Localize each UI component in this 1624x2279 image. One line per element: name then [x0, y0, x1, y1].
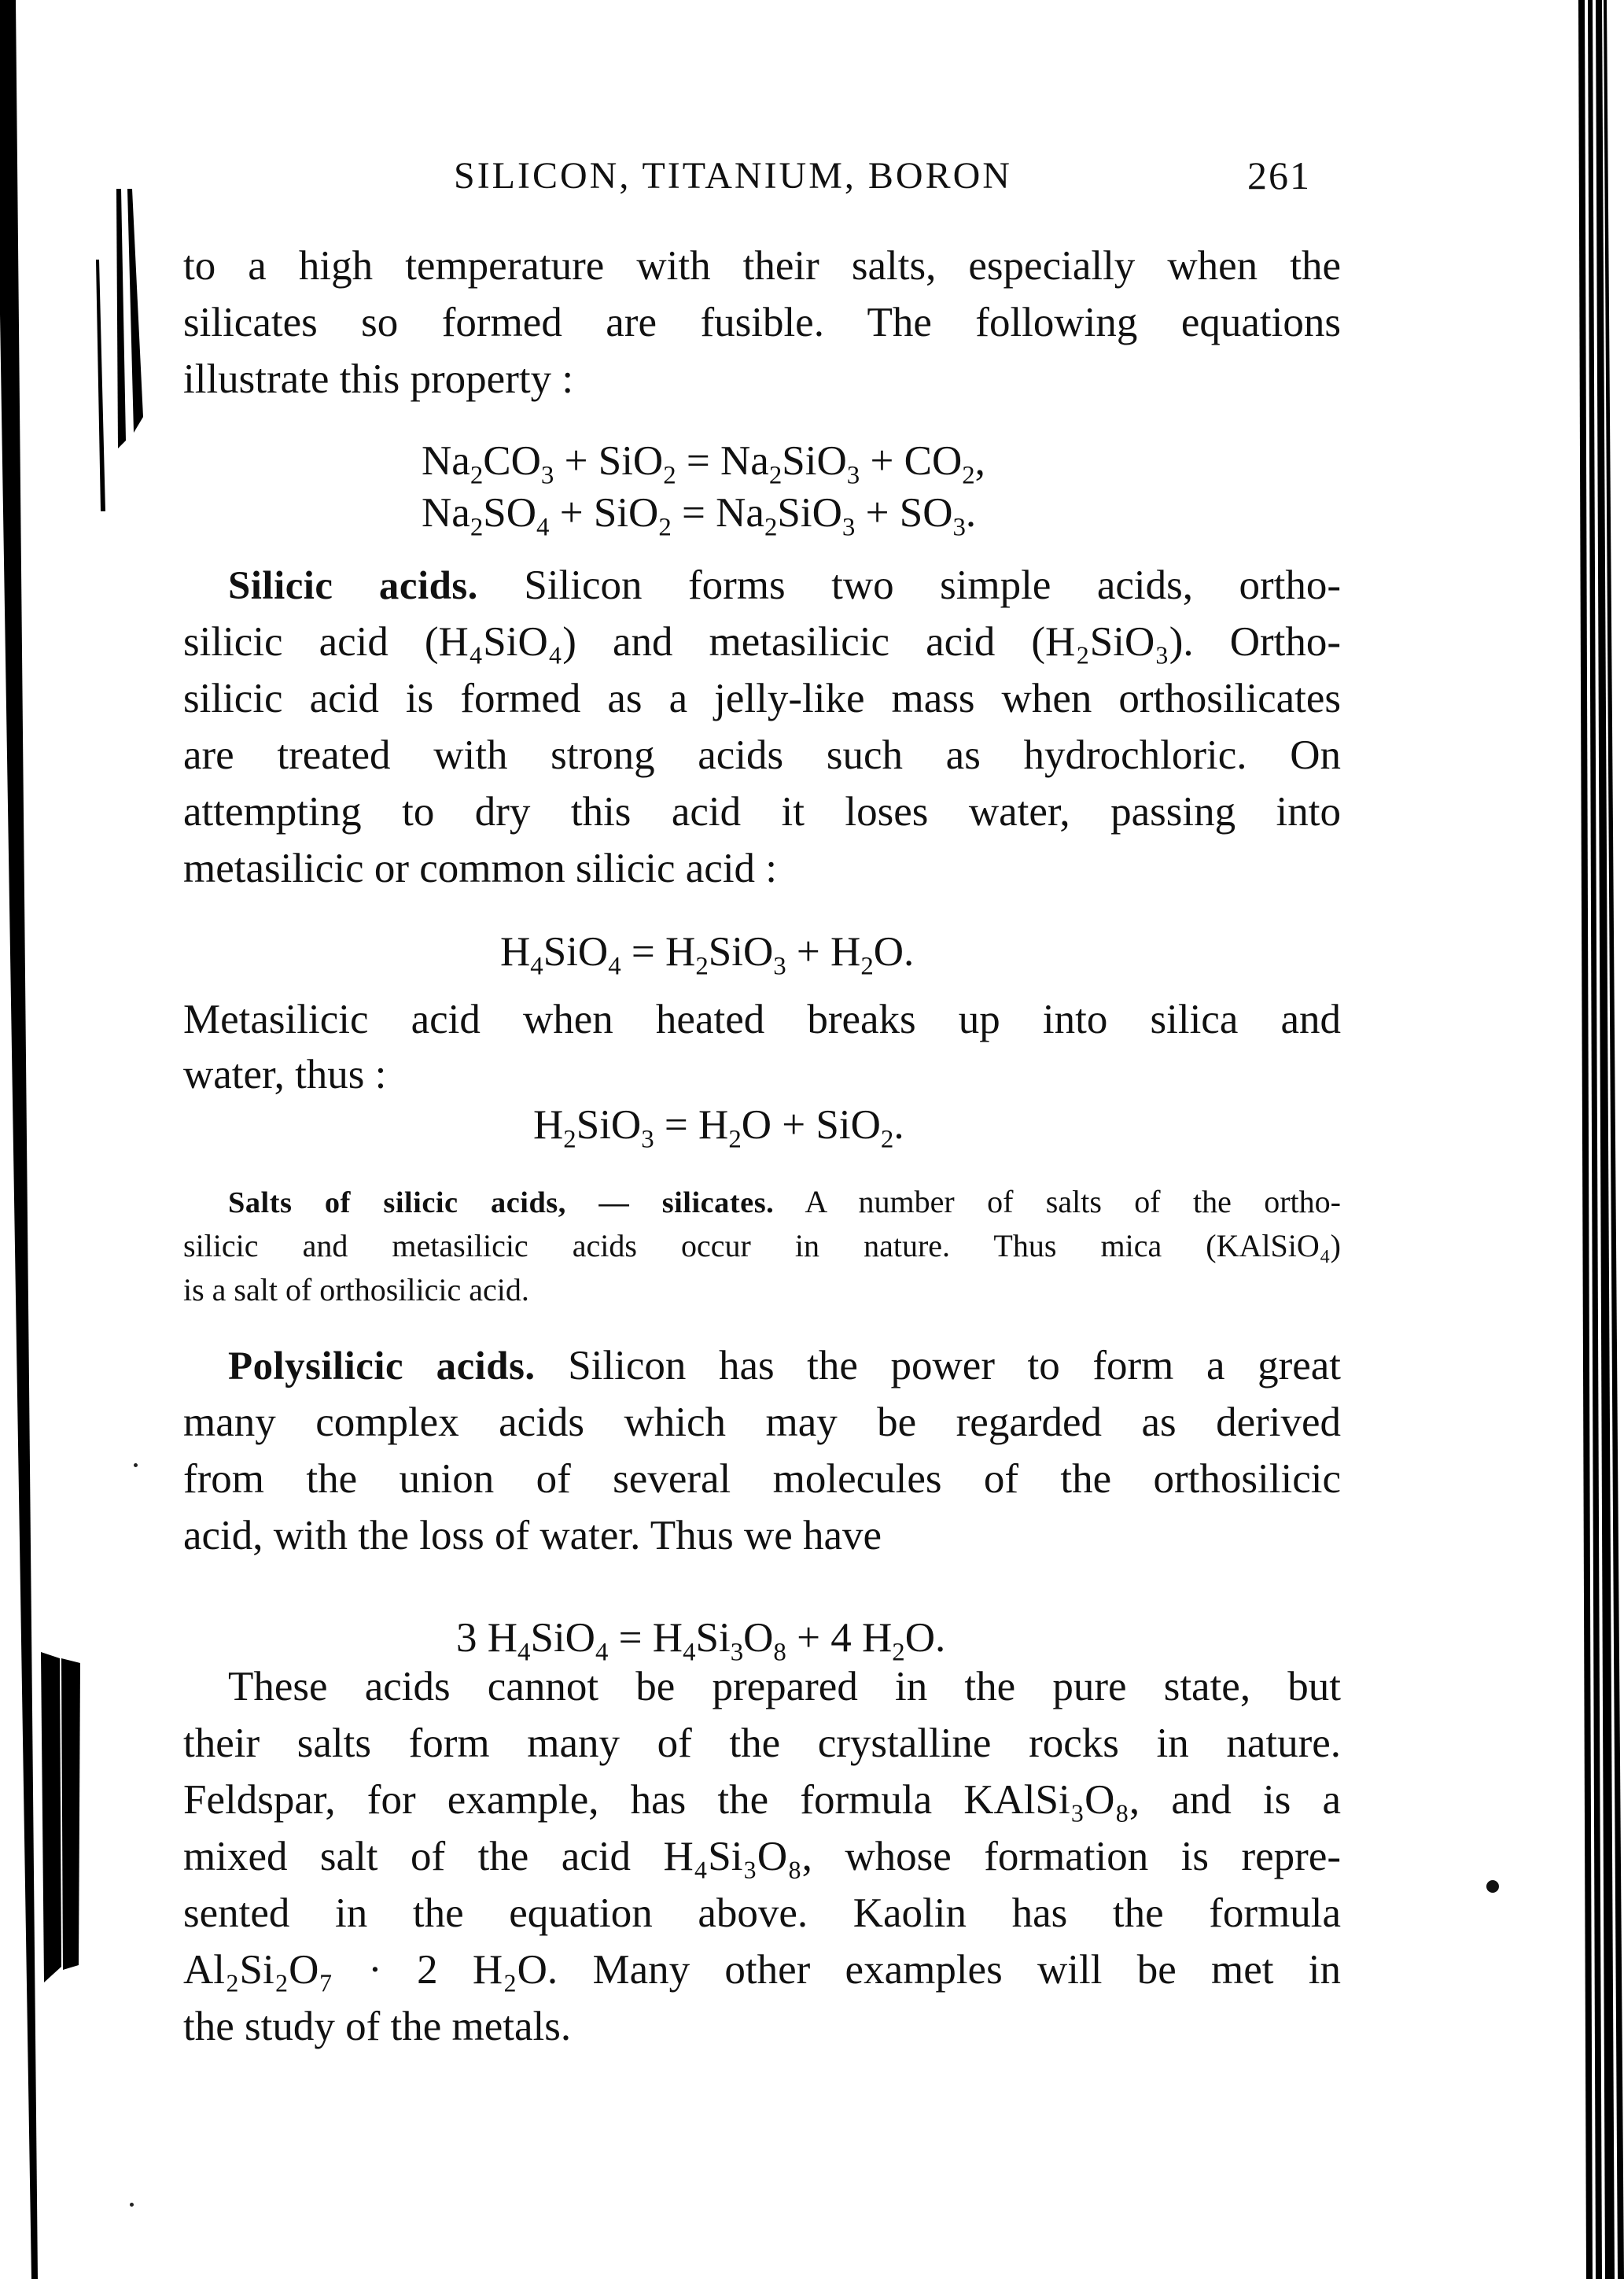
equation-term: O. — [904, 1615, 946, 1661]
equation — [500, 928, 915, 981]
equation-subscript: 2 — [695, 952, 709, 981]
equation-subscript: 2 — [728, 1125, 742, 1154]
ink-blot — [1486, 1880, 1499, 1893]
equation-term: = Na — [671, 490, 764, 536]
equation-term: Na — [422, 438, 470, 484]
equation-term: CO — [483, 438, 541, 484]
equation — [422, 437, 985, 490]
equation-term: = Na — [676, 438, 769, 484]
equation-subscript: 4 — [608, 952, 621, 981]
text-line: are treated with strong acids such as hydrochloric. On — [183, 732, 1341, 778]
text-line: to a high temperature with their salts, especially when the — [183, 243, 1341, 289]
equation-term: Si — [695, 1615, 731, 1661]
equation-term: + H — [786, 929, 861, 975]
text-line: attempting to dry this acid it loses water, passing into — [183, 789, 1341, 835]
equation-subscript: 2 — [860, 952, 874, 981]
text-line: illustrate this property : — [183, 356, 574, 402]
equation-term: SiO — [777, 490, 842, 536]
equation-subscript: 3 — [641, 1125, 654, 1154]
equation-term: SO — [483, 490, 537, 536]
paragraph-start-line — [228, 1342, 1341, 1390]
text-line: from the union of several molecules of the orthosilicic — [183, 1456, 1341, 1502]
equation-term: Na — [422, 490, 470, 536]
text-line: acid, with the loss of water. Thus we have — [183, 1513, 882, 1558]
equation-subscript: 2 — [470, 461, 484, 490]
equation-term: + CO — [860, 438, 963, 484]
equation-subscript: 3 — [730, 1638, 744, 1667]
text-line: Al₂Si₂O₇ · 2 H₂O. Many other examples will be met in — [183, 1947, 1341, 1993]
equation-subscript: 3 — [846, 461, 860, 490]
text-line: Metasilicic acid when heated breaks up into silica and — [183, 997, 1341, 1042]
equation-term: 3 H — [456, 1615, 518, 1661]
text-line: These acids cannot be prepared in the pure state, but — [228, 1664, 1341, 1709]
text-span: A number of salts of the ortho- — [774, 1184, 1341, 1219]
text-line: silicates so formed are fusible. The following equations — [183, 300, 1341, 345]
text-line: sented in the equation above. Kaolin has the formula — [183, 1890, 1341, 1936]
text-line: metasilicic or common silicic acid : — [183, 846, 778, 891]
equation-term: O. — [873, 929, 915, 975]
equation-subscript: 3 — [773, 952, 786, 981]
section-heading-salts: Salts of silicic acids, — silicates. — [228, 1186, 775, 1219]
text-line: silicic acid (H₄SiO₄) and metasilicic acid (H₂SiO₃). Ortho- — [183, 619, 1341, 665]
equation-term: + 4 H — [786, 1615, 893, 1661]
equation-subscript: 2 — [880, 1125, 894, 1154]
equation-term: , — [974, 438, 985, 484]
text-line: is a salt of orthosilicic acid. — [183, 1272, 529, 1307]
running-head: SILICON, TITANIUM, BORON — [454, 155, 1012, 197]
equation-term: SiO — [530, 1615, 595, 1661]
text-span: Silicon has the power to form a great — [535, 1343, 1341, 1388]
equation-subscript: 4 — [517, 1638, 531, 1667]
section-heading-silicic-acids: Silicic acids. — [228, 564, 478, 608]
equation-term: = H — [608, 1615, 683, 1661]
equation-subscript: 2 — [892, 1638, 905, 1667]
equation-term: + SO — [855, 490, 953, 536]
equation-term: . — [965, 490, 977, 536]
equation-term: O + SiO — [741, 1102, 881, 1148]
left-gutter-marks-bottom — [39, 1652, 87, 1982]
equation-subscript: 2 — [658, 513, 672, 542]
equation-subscript: 2 — [768, 461, 783, 490]
text-line: water, thus : — [183, 1052, 387, 1097]
equation-subscript: 2 — [663, 461, 676, 490]
equation-subscript: 2 — [470, 513, 484, 542]
equation-subscript: 2 — [764, 513, 778, 542]
equation-term: + SiO — [554, 438, 664, 484]
equation-term: . — [893, 1102, 904, 1148]
equation-subscript: 3 — [540, 461, 554, 490]
equation-subscript: 3 — [952, 513, 966, 542]
text-line: Feldspar, for example, has the formula KAlSi₃O₈, and is a — [183, 1777, 1341, 1823]
equation-term: SiO — [782, 438, 847, 484]
paragraph-start-line — [228, 1183, 1341, 1222]
equation-term: = H — [621, 929, 696, 975]
equation-term: H — [500, 929, 531, 975]
equation — [422, 489, 977, 542]
equation-term: + SiO — [549, 490, 659, 536]
text-line: their salts form many of the crystalline rocks in nature. — [183, 1720, 1341, 1766]
equation-term: = H — [654, 1102, 729, 1148]
equation-subscript: 8 — [773, 1638, 786, 1667]
text-line: the study of the metals. — [183, 2004, 572, 2049]
equation-term: H — [533, 1102, 564, 1148]
equation — [456, 1614, 946, 1667]
text-line: silicic and metasilicic acids occur in nature. Thus mica (KAlSiO₄) — [183, 1228, 1341, 1263]
right-page-edge-shadow — [1569, 0, 1624, 2279]
equation-subscript: 3 — [841, 513, 856, 542]
equation-subscript: 2 — [962, 461, 975, 490]
equation-term: SiO — [543, 929, 609, 975]
text-span: Silicon forms two simple acids, ortho- — [477, 562, 1341, 608]
ink-speck — [134, 1463, 138, 1467]
equation — [533, 1101, 904, 1154]
ink-speck — [130, 2203, 134, 2207]
page-number: 261 — [1247, 153, 1311, 197]
equation-subscript: 2 — [563, 1125, 576, 1154]
equation-subscript: 4 — [530, 952, 543, 981]
section-heading-polysilicic: Polysilicic acids. — [228, 1344, 536, 1388]
equation-term: O — [743, 1615, 774, 1661]
equation-subscript: 4 — [595, 1638, 609, 1667]
text-line: many complex acids which may be regarded as derived — [183, 1399, 1341, 1445]
equation-term: SiO — [576, 1102, 642, 1148]
equation-subscript: 4 — [683, 1638, 696, 1667]
equation-term: SiO — [708, 929, 774, 975]
left-gutter-marks-top — [94, 181, 149, 527]
text-line: silicic acid is formed as a jelly-like mass when orthosilicates — [183, 676, 1341, 721]
equation-subscript: 4 — [536, 513, 550, 542]
text-line: mixed salt of the acid H₄Si₃O₈, whose formation is repre- — [183, 1834, 1341, 1879]
paragraph-start-line — [228, 562, 1341, 610]
